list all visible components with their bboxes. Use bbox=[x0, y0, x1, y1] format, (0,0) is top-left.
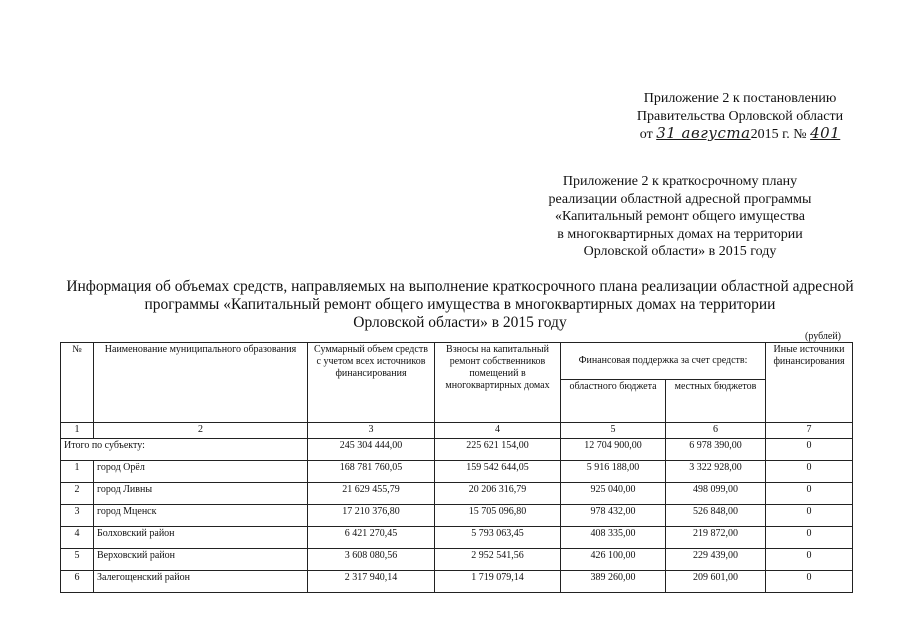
title-line1: Информация об объемах средств, направляемых на выполнение краткосрочного плана реализации областной адресной bbox=[66, 278, 854, 295]
total-label: Итого по субъекту: bbox=[61, 439, 308, 461]
total-other: 0 bbox=[766, 439, 853, 461]
index-cell: 6 bbox=[666, 423, 766, 439]
row-name: город Мценск bbox=[94, 505, 308, 527]
header-local: местных бюджетов bbox=[666, 380, 766, 423]
total-local: 6 978 390,00 bbox=[666, 439, 766, 461]
plan-annex-heading bbox=[510, 173, 850, 261]
row-owners: 5 793 063,45 bbox=[435, 527, 561, 549]
plan-annex-line1: Приложение 2 к краткосрочному плану bbox=[562, 174, 798, 189]
header-regional: областного бюджета bbox=[561, 380, 666, 423]
row-owners: 2 952 541,56 bbox=[435, 549, 561, 571]
row-total: 168 781 760,05 bbox=[308, 461, 435, 483]
index-cell: 2 bbox=[94, 423, 308, 439]
row-total: 3 608 080,56 bbox=[308, 549, 435, 571]
header-owners: Взносы на капитальный ремонт собственников помещений в многоквартирных домах bbox=[435, 343, 561, 423]
table-row bbox=[61, 483, 853, 505]
index-cell: 4 bbox=[435, 423, 561, 439]
row-regional: 389 260,00 bbox=[561, 571, 666, 593]
row-no: 5 bbox=[61, 549, 94, 571]
row-owners: 159 542 644,05 bbox=[435, 461, 561, 483]
plan-annex-line3: «Капитальный ремонт общего имущества bbox=[555, 209, 805, 224]
row-no: 2 bbox=[61, 483, 94, 505]
index-cell: 1 bbox=[61, 423, 94, 439]
header-no: № bbox=[61, 343, 94, 423]
row-total: 21 629 455,79 bbox=[308, 483, 435, 505]
index-cell: 3 bbox=[308, 423, 435, 439]
document-title bbox=[50, 278, 870, 332]
table-row bbox=[61, 549, 853, 571]
row-regional: 978 432,00 bbox=[561, 505, 666, 527]
plan-annex-line2: реализации областной адресной программы bbox=[548, 191, 812, 207]
index-cell: 5 bbox=[561, 423, 666, 439]
row-name: город Ливны bbox=[94, 483, 308, 505]
title-line3: Орловской области» в 2015 году bbox=[353, 314, 567, 331]
header-support: Финансовая поддержка за счет средств: bbox=[561, 343, 766, 380]
row-owners: 20 206 316,79 bbox=[435, 483, 561, 505]
total-owners: 225 621 154,00 bbox=[435, 439, 561, 461]
row-other: 0 bbox=[766, 483, 853, 505]
date-prefix: от bbox=[639, 127, 653, 142]
units-label: (рублей) bbox=[805, 331, 842, 342]
table-header-row bbox=[61, 343, 853, 380]
row-total: 6 421 270,45 bbox=[308, 527, 435, 549]
table-index-row bbox=[61, 423, 853, 439]
resolution-date-line bbox=[600, 125, 880, 144]
row-total: 17 210 376,80 bbox=[308, 505, 435, 527]
row-name: город Орёл bbox=[94, 461, 308, 483]
row-no: 4 bbox=[61, 527, 94, 549]
row-regional: 5 916 188,00 bbox=[561, 461, 666, 483]
row-regional: 426 100,00 bbox=[561, 549, 666, 571]
header-total: Суммарный объем средств с учетом всех источников финансирования bbox=[308, 343, 435, 423]
funding-table bbox=[60, 342, 853, 593]
resolution-annex-line1: Приложение 2 к постановлению bbox=[643, 91, 837, 106]
resolution-annex-line2: Правительства Орловской области bbox=[636, 108, 844, 124]
row-local: 209 601,00 bbox=[666, 571, 766, 593]
row-owners: 15 705 096,80 bbox=[435, 505, 561, 527]
row-local: 219 872,00 bbox=[666, 527, 766, 549]
row-other: 0 bbox=[766, 505, 853, 527]
index-cell: 7 bbox=[766, 423, 853, 439]
row-other: 0 bbox=[766, 571, 853, 593]
resolution-annex-heading bbox=[600, 90, 880, 144]
table-row bbox=[61, 571, 853, 593]
row-no: 1 bbox=[61, 461, 94, 483]
row-other: 0 bbox=[766, 549, 853, 571]
plan-annex-line4: в многоквартирных домах на территории bbox=[557, 226, 803, 242]
row-local: 3 322 928,00 bbox=[666, 461, 766, 483]
row-name: Болховский район bbox=[94, 527, 308, 549]
row-name: Залегощенский район bbox=[94, 571, 308, 593]
row-owners: 1 719 079,14 bbox=[435, 571, 561, 593]
handwritten-number: 401 bbox=[810, 124, 841, 142]
total-sum: 245 304 444,00 bbox=[308, 439, 435, 461]
row-regional: 408 335,00 bbox=[561, 527, 666, 549]
row-total: 2 317 940,14 bbox=[308, 571, 435, 593]
date-year-number-label: 2015 г. № bbox=[750, 127, 807, 142]
row-local: 526 848,00 bbox=[666, 505, 766, 527]
table-row bbox=[61, 505, 853, 527]
row-name: Верховский район bbox=[94, 549, 308, 571]
header-name: Наименование муниципального образования bbox=[94, 343, 308, 423]
total-regional: 12 704 900,00 bbox=[561, 439, 666, 461]
row-regional: 925 040,00 bbox=[561, 483, 666, 505]
row-local: 229 439,00 bbox=[666, 549, 766, 571]
handwritten-date: 31 августа bbox=[656, 124, 751, 142]
title-line2: программы «Капитальный ремонт общего имущества в многоквартирных домах на территории bbox=[144, 296, 776, 313]
row-other: 0 bbox=[766, 527, 853, 549]
table-total-row bbox=[61, 439, 853, 461]
table-row bbox=[61, 527, 853, 549]
plan-annex-line5: Орловской области» в 2015 году bbox=[583, 244, 777, 259]
table-row bbox=[61, 461, 853, 483]
row-no: 3 bbox=[61, 505, 94, 527]
row-other: 0 bbox=[766, 461, 853, 483]
row-no: 6 bbox=[61, 571, 94, 593]
header-other: Иные источники финансирования bbox=[766, 343, 853, 423]
row-local: 498 099,00 bbox=[666, 483, 766, 505]
